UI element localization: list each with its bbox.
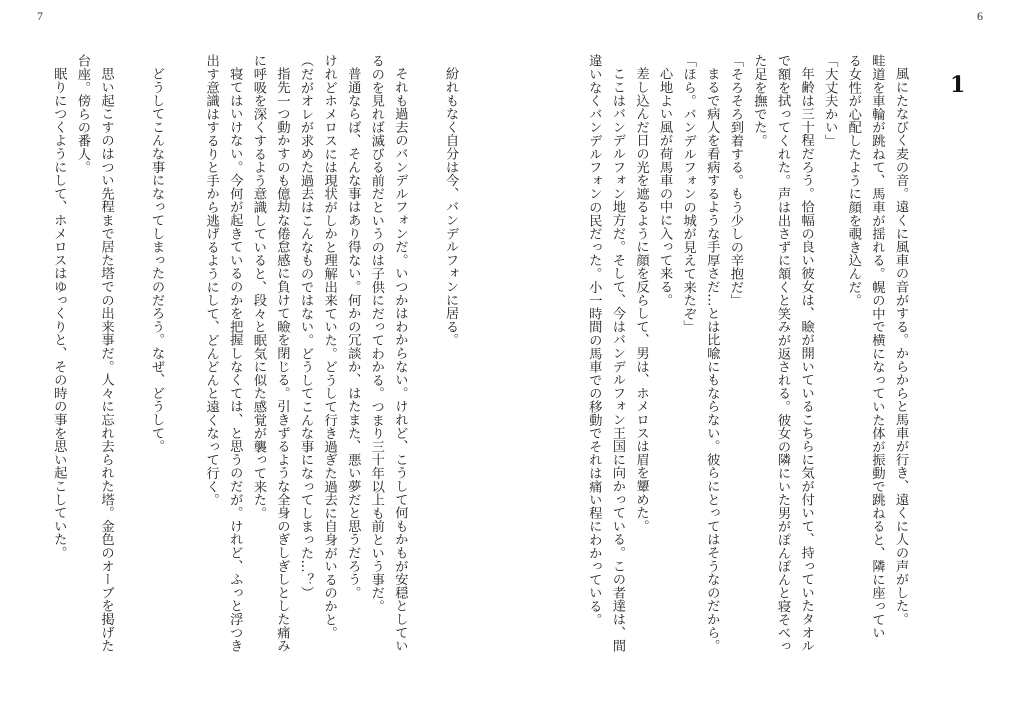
text-line: る女性が心配したように顔を覗き込んだ。 <box>845 54 861 307</box>
text-line: 紛れもなく自分は今、バンデルフォンに居る。 <box>443 67 458 347</box>
right-page-text <box>582 54 912 694</box>
text-line: それも過去のバンデルフォンだ。いつかはわからない。けれど、こうして何もかもが安穏としてい <box>392 67 408 653</box>
page-number-left: 7 <box>37 9 43 23</box>
text-line: 台座。傍らの番人。 <box>74 54 90 174</box>
text-line: 畦道を車輪が跳ねて、馬車が揺れる。幌の中で横になっていた体が振動で跳ねると、隣に座ってい <box>869 54 885 640</box>
text-line: 出す意識はするりと手から逃げるようにして、どんどんと遠くなって行く。 <box>203 54 219 507</box>
dialogue-line: 「そろそろ到着する。もう少しの辛抱だ」 <box>727 54 743 307</box>
left-page-text <box>47 54 462 694</box>
text-line: まるで病人を看病するような手厚さだ…とは比喩にもならない。彼らにとってはそうなのだから。 <box>704 67 720 653</box>
dialogue-line: 「ほら。バンデルフォンの城が見えて来たぞ」 <box>680 54 696 334</box>
thought-line: （だがオレが求めた過去はこんなものではない。どうしてこんな事になってしまった…？） <box>298 54 314 600</box>
text-line: で額を拭ってくれた。声は出さずに頷くと笑みが返される。彼女の隣にいた男がぽんぽんと寝そべっ <box>775 54 791 653</box>
text-line: 普通ならば、そんな事はあり得ない。何かの冗談か、はたまた、悪い夢だと思うだろう。 <box>345 67 361 600</box>
text-line: 風にたなびく麦の音。遠くに風車の音がする。からからと馬車が行き、遠くに人の声がした。 <box>893 67 908 626</box>
text-line: に呼吸を深くするよう意識していると、段々と眠気に似た感覚が襲って来た。 <box>250 54 266 520</box>
page-number-right: 6 <box>977 9 983 23</box>
text-line: 心地よい風が荷馬車の中に入って来る。 <box>657 67 673 307</box>
blank-line <box>168 54 199 694</box>
dialogue-line: 「大丈夫かい」 <box>822 54 838 148</box>
text-line: どうしてこんな事になってしまったのだろう。なぜ、どうして。 <box>149 67 165 453</box>
blank-line <box>117 54 144 694</box>
text-line: るのを見れば滅びる前だというのは子供にだってわかる。つまり三十年以上も前という事だ。 <box>368 54 384 613</box>
text-line: 寝てはいけない。今何が起きているのかを把握しなくては、と思うのだが。けれど、ふっと浮つき <box>227 67 243 653</box>
text-line: 指先一つ動かすのも億劫な倦怠感に負けて瞼を閉じる。引きずるような全身のぎしぎしとした痛み <box>274 67 290 653</box>
text-line: けれどホメロスには現状がしかと理解出来ていた。どうして行き過ぎた過去に自身がいるのかと。 <box>321 54 337 640</box>
text-line: 差し込んだ日の光を遮るように顔を反らして、男は、ホメロスは眉を顰めた。 <box>633 67 649 533</box>
blank-line <box>411 54 438 694</box>
text-line: 年齢は三十程だろう。恰幅の良い彼女は、瞼が開いているこちらに気が付いて、持っていたタオル <box>798 67 814 653</box>
text-line: 違いなくバンデルフォンの民だった。小一時間の馬車での移動でそれは痛い程にわかっている。 <box>586 54 602 626</box>
text-line: 思い起こすのはつい先程まで居た塔での出来事だ。人々に忘れ去られた塔。金色のオーブを掲げた <box>98 67 114 653</box>
text-line: た足を撫でた。 <box>751 54 767 148</box>
text-line: 眠りにつくようにして、ホメロスはゆっくりと、その時の事を思い起こしていた。 <box>51 67 67 560</box>
chapter-number: 1 <box>950 72 966 98</box>
text-line: ここはバンデルフォン地方だ。そして、今はバンデルフォン王国に向かっている。この者達は、間 <box>609 67 625 653</box>
